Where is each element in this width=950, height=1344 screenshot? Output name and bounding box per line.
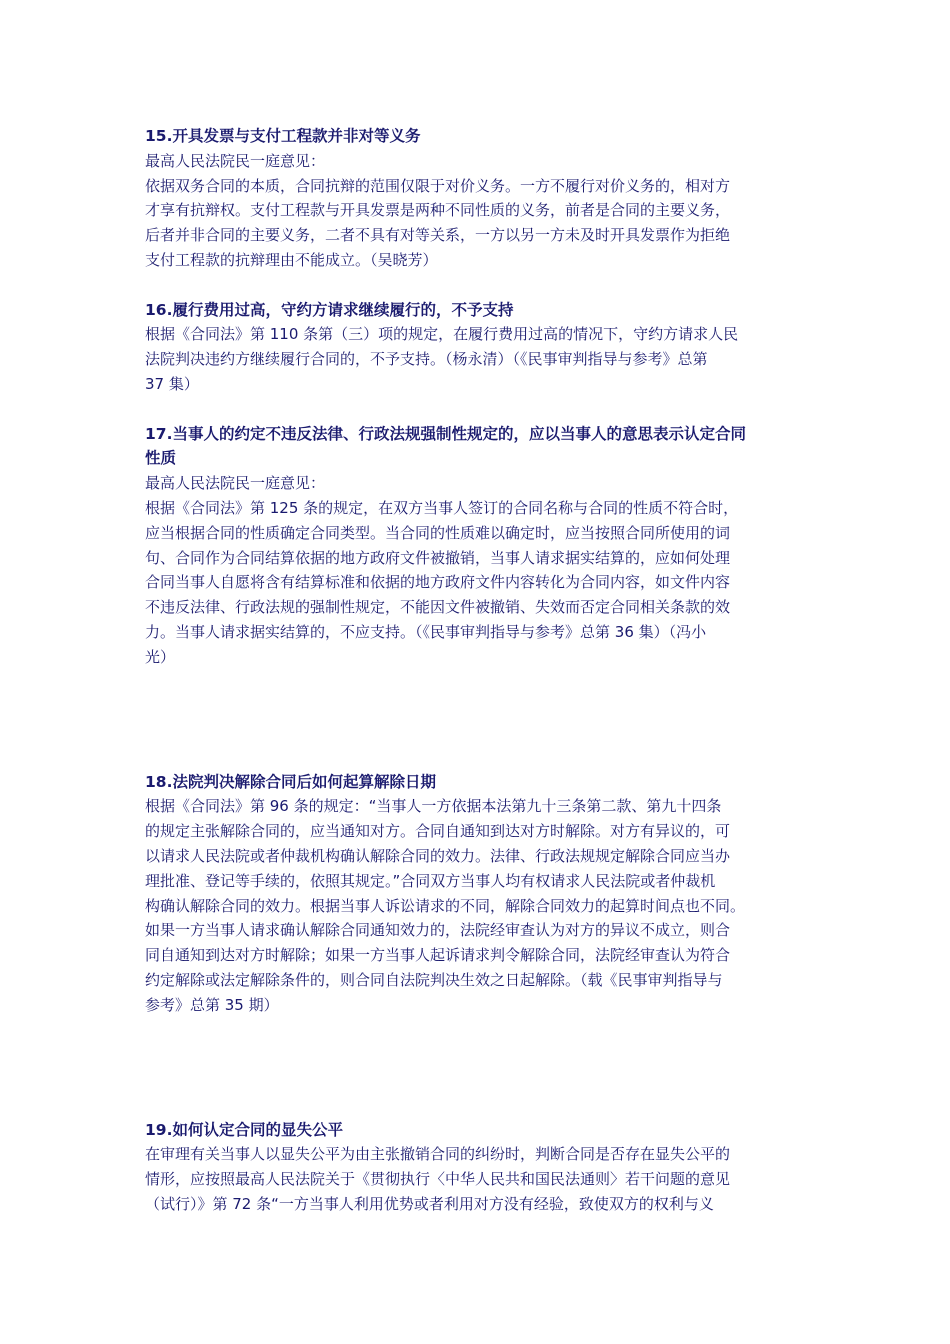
- section-18: [145, 770, 810, 1018]
- section-title: 18.法院判决解除合同后如何起算解除日期: [145, 772, 436, 791]
- text-line: 根据《合同法》第 110 条第（三）项的规定，在履行费用过高的情况下，守约方请求人民: [145, 325, 739, 344]
- section-title: 16.履行费用过高，守约方请求继续履行的，不予支持: [145, 300, 514, 319]
- text-line: 约定解除或法定解除条件的，则合同自法院判决生效之日起解除。（载《民事审判指导与: [145, 970, 723, 989]
- text-line: 情形，应按照最高人民法院关于《贯彻执行〈中华人民共和国民法通则〉若干问题的意见: [145, 1170, 731, 1189]
- section-title: 17.当事人的约定不违反法律、行政法规强制性规定的，应以当事人的意思表示认定合同: [145, 424, 746, 443]
- spacer: [145, 273, 810, 298]
- text-line: 最高人民法院民一庭意见：: [145, 474, 326, 493]
- text-line: 根据《合同法》第 125 条的规定，在双方当事人签订的合同名称与合同的性质不符合时，: [145, 498, 739, 517]
- text-line: 合同当事人自愿将含有结算标准和依据的地方政府文件内容转化为合同内容，如文件内容: [145, 573, 731, 592]
- document-page: [145, 124, 810, 1217]
- section-15: [145, 124, 810, 273]
- text-line: 以请求人民法院或者仲裁机构确认解除合同的效力。法律、行政法规规定解除合同应当办: [145, 846, 731, 865]
- text-line: 力。当事人请求据实结算的，不应支持。（《民事审判指导与参考》总第 36 集）（冯小: [145, 622, 707, 641]
- text-line: 依据双务合同的本质，合同抗辩的范围仅限于对价义务。一方不履行对价义务的，相对方: [145, 176, 731, 195]
- section-19: [145, 1118, 810, 1217]
- text-line: 理批准、登记等手续的，依照其规定。”合同双方当事人均有权请求人民法院或者仲裁机: [145, 871, 716, 890]
- spacer: [145, 397, 810, 422]
- text-line: 光）: [145, 647, 176, 666]
- text-line: 句、合同作为合同结算依据的地方政府文件被撤销，当事人请求据实结算的，应如何处理: [145, 548, 731, 567]
- text-line: 构确认解除合同的效力。根据当事人诉讼请求的不同，解除合同效力的起算时间点也不同。: [145, 896, 746, 915]
- text-line: 参考》总第 35 期）: [145, 995, 279, 1014]
- text-line: （试行）》第 72 条“一方当事人利用优势或者利用对方没有经验，致使双方的权利与义: [145, 1194, 714, 1213]
- text-line: 根据《合同法》第 96 条的规定：“当事人一方依据本法第九十三条第二款、第九十四条: [145, 797, 722, 816]
- text-line: 后者并非合同的主要义务，二者不具有对等关系，一方以另一方未及时开具发票作为拒绝: [145, 226, 731, 245]
- section-title-continued: 性质: [145, 449, 177, 468]
- text-line: 不违反法律、行政法规的强制性规定，不能因文件被撤销、失效而否定合同相关条款的效: [145, 598, 731, 617]
- spacer: [145, 1018, 810, 1118]
- section-16: [145, 298, 810, 397]
- section-17: [145, 422, 810, 670]
- text-line: 应当根据合同的性质确定合同类型。当合同的性质难以确定时，应当按照合同所使用的词: [145, 523, 731, 542]
- section-title: 19.如何认定合同的显失公平: [145, 1120, 343, 1139]
- text-line: 支付工程款的抗辩理由不能成立。（吴晓芳）: [145, 250, 438, 269]
- text-line: 最高人民法院民一庭意见：: [145, 151, 326, 170]
- text-line: 在审理有关当事人以显失公平为由主张撤销合同的纠纷时，判断合同是否存在显失公平的: [145, 1145, 731, 1164]
- spacer: [145, 670, 810, 770]
- text-line: 如果一方当事人请求确认解除合同通知效力的，法院经审查认为对方的异议不成立，则合: [145, 921, 731, 940]
- text-line: 同自通知到达对方时解除；如果一方当事人起诉请求判令解除合同，法院经审查认为符合: [145, 946, 731, 965]
- section-title: 15.开具发票与支付工程款并非对等义务: [145, 127, 421, 145]
- text-line: 的规定主张解除合同的，应当通知对方。合同自通知到达对方时解除。对方有异议的，可: [145, 822, 731, 841]
- text-line: 37 集）: [145, 374, 199, 393]
- text-line: 才享有抗辩权。支付工程款与开具发票是两种不同性质的义务，前者是合同的主要义务，: [145, 201, 731, 220]
- text-line: 法院判决违约方继续履行合同的，不予支持。（杨永清）（《民事审判指导与参考》总第: [145, 350, 708, 369]
